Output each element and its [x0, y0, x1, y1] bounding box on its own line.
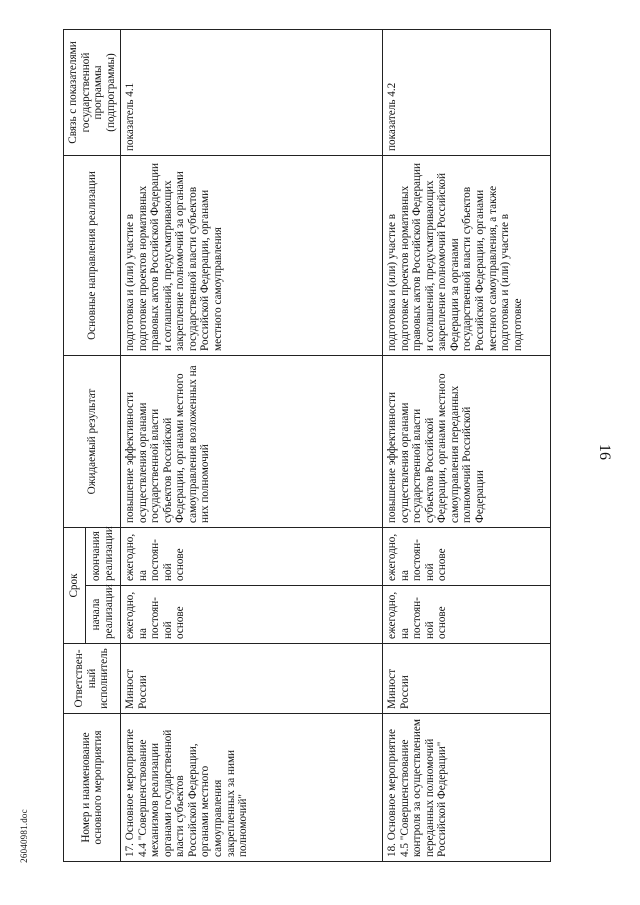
directions-cell: подготовка и (или) участие в подготовке проектов нормативных правовых актов Российской Федерации и соглашений, предусматривающих закрепление полномочий Российской Федерации за органами государственной власти субъектов Российской Федерации, органами местного самоуправления, а также подготовка и (или) участие в подготовке — [383, 156, 551, 356]
result-cell: повышение эффективности осуществления органами государственной власти субъектов Российской Федерации, органами местного самоуправления переданных полномочий Российской Федерации — [383, 356, 551, 528]
measures-table — [63, 29, 551, 862]
end-cell: ежегодно, на постоян-ной основе — [383, 528, 551, 586]
header-row-1 — [64, 30, 86, 862]
measure-text: Основное мероприятие 4.5 "Совершенствование контроля за осуществлением переданных полномочий Российской Федерации" — [386, 719, 449, 857]
start-cell: ежегодно, на постоян-ной основе — [121, 586, 383, 644]
measure-cell — [383, 714, 551, 862]
start-cell: ежегодно, на постоян-ной основе — [383, 586, 551, 644]
header-result: Ожидаемый результат — [64, 356, 121, 528]
header-directions: Основные направления реализации — [64, 156, 121, 356]
header-start: начала реализации — [85, 586, 121, 644]
row-number: 18. — [386, 843, 399, 857]
document-id: 26040981.doc — [19, 809, 29, 863]
measures-table-wrapper — [63, 30, 573, 862]
result-cell: повышение эффективности осуществления органами государственной власти субъектов Российской Федерации, органами местного самоуправления возложенных на них полномочий — [121, 356, 383, 528]
table-row — [383, 30, 551, 862]
header-link: Связь с показателями государственной программы (подпрограммы) — [64, 30, 121, 156]
end-cell: ежегодно, на постоян-ной основе — [121, 528, 383, 586]
table-row — [121, 30, 383, 862]
executor-cell: Минюст России — [383, 644, 551, 714]
header-measure: Номер и наименование основного мероприятия — [64, 714, 121, 862]
measure-text: Основное мероприятие 4.4 "Совершенствование механизмов реализации органами государственной власти субъектов Российской Федерации, органами местного самоуправления закрепленных за ними полномочий" — [124, 729, 250, 857]
link-cell: показатель 4.1 — [121, 30, 383, 156]
link-cell: показатель 4.2 — [383, 30, 551, 156]
header-end: окончания реализации — [85, 528, 121, 586]
executor-cell: Минюст России — [121, 644, 383, 714]
page-number: 16 — [596, 444, 613, 460]
header-deadline: Срок — [64, 528, 86, 644]
measure-cell — [121, 714, 383, 862]
header-executor: Ответствен-ный исполнитель — [64, 644, 121, 714]
directions-cell: подготовка и (или) участие в подготовке проектов нормативных правовых актов Российской Федерации и соглашений, предусматривающих закрепление полномочий за органами государственной власти субъектов Российской Федерации, органами местного самоуправления — [121, 156, 383, 356]
row-number: 17. — [124, 843, 137, 857]
